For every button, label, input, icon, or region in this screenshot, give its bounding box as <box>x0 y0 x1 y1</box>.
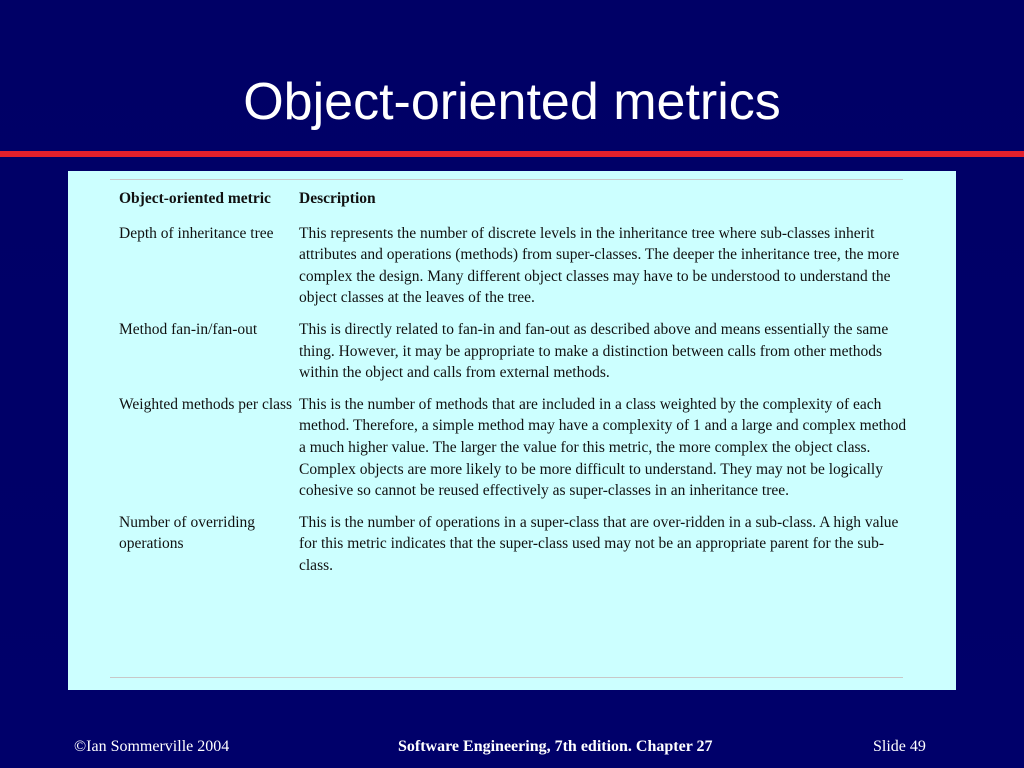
slide-title: Object-oriented metrics <box>243 73 781 131</box>
title-divider <box>0 151 1024 157</box>
metric-name: Depth of inheritance tree <box>119 224 274 242</box>
footer-book-title: Software Engineering, 7th edition. Chapter 27 <box>398 738 713 755</box>
metric-description: This is the number of methods that are included in a class weighted by the complexity of each method. Therefore, a simple method may have a complexity of 1 and a large and complex method a much higher value. The larger the value for this metric, the more complex the object class. Complex objects are more likely to be more difficult to understand. They may not be logically cohesive so cannot be reused effectively as super-classes in an inheritance tree. <box>299 395 907 500</box>
header-metric: Object-oriented metric <box>119 190 271 207</box>
table-row <box>119 319 909 394</box>
footer-slide-number: Slide 49 <box>873 738 926 755</box>
metric-name: Weighted methods per class <box>119 395 293 413</box>
metric-description: This is directly related to fan-in and fan-out as described above and means essentially the same thing. However, it may be appropriate to make a distinction between calls from other methods within the object and calls from external methods. <box>299 320 889 382</box>
footer-copyright: ©Ian Sommerville 2004 <box>74 738 230 755</box>
metrics-table <box>119 188 909 587</box>
metrics-table-panel <box>68 171 956 690</box>
header-description: Description <box>299 190 376 207</box>
metric-name: Method fan-in/fan-out <box>119 320 258 338</box>
table-bottom-rule <box>110 677 903 678</box>
table-top-rule <box>110 179 903 180</box>
table-row <box>119 223 909 319</box>
metric-description: This is the number of operations in a super-class that are over-ridden in a sub-class. A high value for this metric indicates that the super-class used may not be an appropriate parent for the sub-class. <box>299 513 899 574</box>
metric-name: Number of overriding operations <box>119 513 256 553</box>
metric-description: This represents the number of discrete levels in the inheritance tree where sub-classes inherit attributes and operations (methods) from super-classes. The deeper the inheritance tree, the more complex the design. Many different object classes may have to be understood to understand the object classes at the leaves of the tree. <box>299 224 900 307</box>
table-row <box>119 394 909 512</box>
table-row <box>119 512 909 587</box>
table-header-row <box>119 188 909 223</box>
